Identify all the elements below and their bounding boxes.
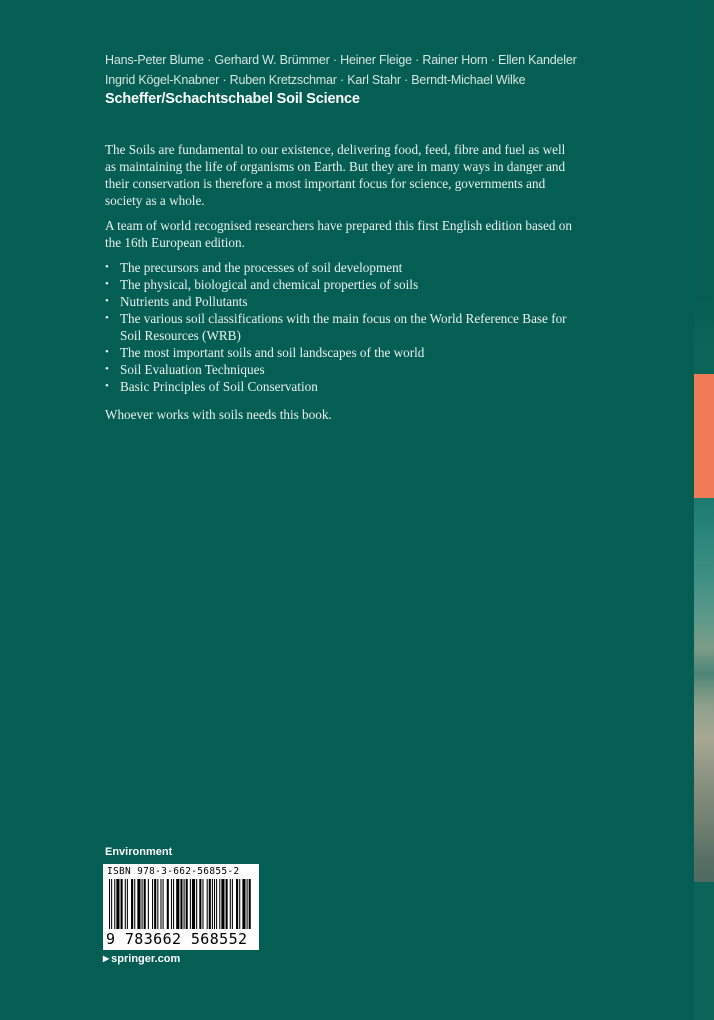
topic-item: • The precursors and the processes of soil development <box>120 259 575 276</box>
barcode-bar <box>167 879 169 929</box>
barcode-bar <box>157 879 158 929</box>
publisher-url: springer.com <box>111 953 181 965</box>
topic-item: • Soil Evaluation Techniques <box>120 361 575 378</box>
barcode-bar <box>116 879 119 929</box>
barcode-bar <box>109 879 110 929</box>
barcode-bar <box>242 879 245 929</box>
barcode-bar <box>184 879 185 929</box>
barcode-bar <box>180 879 182 929</box>
isbn-barcode <box>103 864 259 950</box>
topic-list <box>105 259 575 395</box>
category-label: Environment <box>105 846 173 858</box>
barcode-bar <box>111 879 112 929</box>
barcode-bar <box>232 879 233 929</box>
barcode-bar <box>154 879 156 929</box>
barcode-bar <box>114 879 115 929</box>
barcode-bar <box>163 879 164 929</box>
barcode-bar <box>226 879 228 929</box>
barcode-bar <box>173 879 174 929</box>
spine-landscape-photo <box>694 498 714 882</box>
topic-item: • The most important soils and soil landscapes of the world <box>120 344 575 361</box>
spine-accent-stripe <box>694 374 714 498</box>
barcode-bar <box>214 879 215 929</box>
publisher-link[interactable] <box>103 953 180 965</box>
barcode-bar <box>236 879 238 929</box>
barcode-bar <box>142 879 143 929</box>
arrow-right-icon: ▶ <box>103 954 110 963</box>
barcode-bar <box>137 879 140 929</box>
barcode-bar <box>230 879 231 929</box>
barcode-bar <box>192 879 195 929</box>
barcode-bar <box>125 879 126 929</box>
topic-item: • Basic Principles of Soil Conservation <box>120 378 575 395</box>
barcode-bar <box>121 879 123 929</box>
barcode-bar <box>176 879 179 929</box>
topic-item: • The various soil classifications with the main focus on the World Reference Base for Soil Resources (WRB) <box>120 310 575 344</box>
barcode-bar <box>196 879 197 929</box>
barcode-bar <box>131 879 133 929</box>
barcode-bar <box>186 879 188 929</box>
barcode-bar <box>160 879 161 929</box>
barcode-bar <box>209 879 211 929</box>
barcode-bars <box>107 879 255 929</box>
barcode-bar <box>216 879 217 929</box>
barcode-bar <box>207 879 208 929</box>
barcode-bar <box>148 879 149 929</box>
barcode-bar <box>199 879 201 929</box>
blurb-paragraph-2: A team of world recognised researchers have prepared this first English edition based on the 16th European edition. <box>105 218 572 250</box>
barcode-bar <box>190 879 191 929</box>
barcode-bar <box>202 879 203 929</box>
blurb-paragraph-1: The Soils are fundamental to our existence, delivering food, feed, fibre and fuel as well as maintaining the life of organisms on Earth. But they are in many ways in danger and their conservation is therefore a most important focus for science, governments and society as a whole. <box>105 142 566 208</box>
blurb <box>105 141 575 431</box>
barcode-bar <box>171 879 172 929</box>
topic-item: • The physical, biological and chemical properties of soils <box>120 276 575 293</box>
closing-line: Whoever works with soils needs this book. <box>105 407 332 422</box>
barcode-bar <box>239 879 240 929</box>
barcode-bar <box>247 879 248 929</box>
book-title: Scheffer/Schachtschabel Soil Science <box>105 91 360 107</box>
barcode-bar <box>212 879 213 929</box>
barcode-bar <box>249 879 251 929</box>
barcode-bar <box>152 879 153 929</box>
barcode-bar <box>221 879 224 929</box>
barcode-bar <box>144 879 146 929</box>
barcode-bar <box>127 879 128 929</box>
topic-item: • Nutrients and Pollutants <box>120 293 575 310</box>
barcode-bar <box>219 879 220 929</box>
barcode-bar <box>134 879 135 929</box>
author-line-1: Hans-Peter Blume · Gerhard W. Brümmer · Heiner Fleige · Rainer Horn · Ellen Kandeler <box>105 53 577 67</box>
isbn-label: ISBN 978-3-662-56855-2 <box>107 866 240 877</box>
author-list <box>105 50 665 90</box>
author-line-2: Ingrid Kögel-Knabner · Ruben Kretzschmar · Karl Stahr · Berndt-Michael Wilke <box>105 73 526 87</box>
barcode-digits: 9 783662 568552 <box>106 930 248 948</box>
